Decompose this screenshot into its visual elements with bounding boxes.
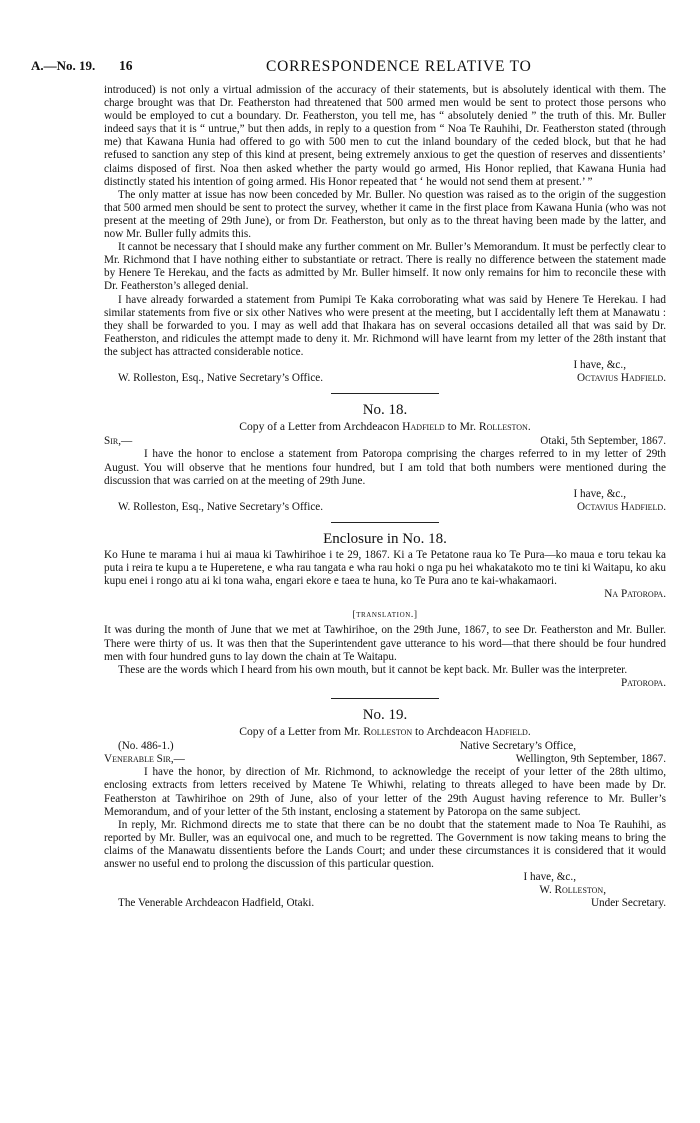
letter-number: No. 18.	[362, 402, 408, 419]
page-header	[31, 58, 660, 78]
section-divider	[331, 698, 439, 699]
addressee: W. Rolleston, Esq., Native Secretary’s Office.	[118, 500, 324, 513]
running-title: CORRESPONDENCE RELATIVE TO	[266, 58, 532, 75]
salutation: Venerable Sir,—	[104, 753, 185, 766]
letter-number: No. 19.	[362, 706, 408, 723]
signature: Octavius Hadfield.	[577, 372, 666, 385]
maori-signature: Na Patoropa.	[604, 588, 666, 601]
signature: Octavius Hadfield.	[577, 500, 666, 513]
page-body	[104, 84, 666, 910]
page-number: 16	[119, 58, 133, 73]
enclosure	[104, 530, 666, 690]
paragraph: It cannot be necessary that I should make any further comment on Mr. Buller’s Memorandum. It must be perfectly clear to Mr. Richmond that I have nothing either to substantiate or retract. There is really no difference between the statement made by Henere Te Herekau, and the facts as admitted by Mr. Buller himself. It now only remains for him to reconcile these with Dr. Featherston’s alleged denial.	[104, 241, 666, 293]
letter-18	[104, 404, 666, 514]
closing: I have, &c.,	[573, 358, 626, 371]
addressee: The Venerable Archdeacon Hadfield, Otaki.	[118, 897, 315, 910]
closing: I have, &c.,	[523, 871, 576, 884]
maori-text: Ko Hune te marama i hui ai maua ki Tawhirihoe i te 29, 1867. Ki a Te Petatone raua ko Te Pura—ko maua e toru tekau ka puta i reira te kupu a te Huperetene, e wha rau tangata e wha rau hoki o nga pu hei whakatakoto mo te tini ki Waitapu, ko aku kupu enei i rongo atu ai ki tona waha, engari ekore e taea te huna, ko Te Pura ano te kai-whakamaori.	[104, 549, 666, 588]
translation-paragraph: It was during the month of June that we met at Tawhirihoe, on the 29th June, 1867, to see Dr. Featherston and Mr. Buller. There were thirty of us. It was then that the Superintendent gave utterance to his word—that there should be four hundred men with four hundred guns to lay down the chain at Te Waitapu.	[104, 624, 666, 663]
letter-19	[104, 706, 666, 910]
letter-17-continuation	[104, 84, 666, 385]
signature-title: Under Secretary.	[590, 897, 666, 910]
translation-paragraph: These are the words which I heard from his own mouth, but it cannot be kept back. Mr. Buller was the interpreter.	[118, 663, 628, 676]
paragraph: In reply, Mr. Richmond directs me to state that there can be no doubt that the statement made to Noa Te Rauhihi, as reported by Mr. Buller, was an equivocal one, and much to be regretted. The Government is now taking means to bring the claims of the Manawatu dissentients before the Lands Court; and under these circumstances it is considered that it would answer no useful end to prolong the discussion of this particular question.	[104, 818, 666, 870]
letter-heading: Copy of a Letter from Archdeacon Hadfield to Mr. Rolleston.	[239, 420, 531, 434]
paragraph: introduced) is not only a virtual admission of the accuracy of their statements, but is absolutely identical with them. The charge brought was that Dr. Featherston had threatened that 500 armed men would be sent to protect those persons who would be employed to cut a boundary. Dr. Featherston, you tell me, has “ absolutely denied ” the truth of this. Mr. Buller indeed says that it is “ untrue,” but then adds, in reply to a question from “ Noa Te Rauhihi, Dr. Featherston stated (through me) that Kawana Hunia had offered to go with 500 men to cut the inland boundary of the ceded block, but that he had refused to sanction any step of this kind at present, being extremely anxious to get the question of reserves and dissentients’ claims disposed of first. Noa then asked whether the party would go armed, His Honor replied, that Kawana Hunia had distinctly stated his intention of going armed. His Honor repeated that ‘ he would not send them at present.’ ”	[104, 84, 666, 188]
closing: I have, &c.,	[573, 487, 626, 500]
reference-number: (No. 486-1.)	[118, 740, 174, 753]
translation-signature: Patoropa.	[620, 676, 666, 689]
translation-label: [translation.]	[352, 610, 418, 621]
addressee: W. Rolleston, Esq., Native Secretary’s Office.	[118, 372, 324, 385]
paragraph: The only matter at issue has now been conceded by Mr. Buller. No question was raised as to the origin of the suggestion that 500 armed men should be sent to protect the survey, whether it came in the first place from Kawana Hunia (who was not present at the meeting of 29th June), or from Dr. Featherston, but only as to the threat having been made by the latter, and now Mr. Buller fully admits this.	[104, 188, 666, 241]
paragraph: I have the honor, by direction of Mr. Richmond, to acknowledge the receipt of your letter of the 28th ultimo, enclosing extracts from letters received by Matene Te Whiwhi, relating to threats alleged to have been made by Dr. Featherston at Tawhirihoe on 29th of June, also of your letter of the 29th August having reference to Mr. Buller’s Memorandum, and of your letter of the 5th instant, enclosing a statement by Patoropa on the same subject.	[104, 766, 666, 818]
section-divider	[331, 522, 439, 523]
enclosure-heading: Enclosure in No. 18.	[323, 530, 447, 547]
office: Native Secretary’s Office,	[459, 740, 576, 753]
paragraph: I have already forwarded a statement from Pumipi Te Kaka corroborating what was said by Henere Te Herekau. I had similar statements from five or six other Natives who were present at the meeting, but I accidentally left them at Manawatu : they shall be forwarded to you. I may as well add that Ihakara has on several occasions detailed all that was said by Dr. Featherston, and ridicules the attempt made to deny it. Mr. Richmond will have learnt from my letter of the 28th instant that the subject has attracted considerable notice.	[104, 293, 666, 358]
header-reference: A.—No. 19.	[31, 58, 96, 73]
letter-heading: Copy of a Letter from Mr. Rolleston to Archdeacon Hadfield.	[239, 725, 531, 739]
place-date: Otaki, 5th September, 1867.	[540, 435, 666, 448]
section-divider	[331, 393, 439, 394]
place-date: Wellington, 9th September, 1867.	[515, 753, 666, 766]
paragraph: I have the honor to enclose a statement from Patoropa comprising the charges referred to in my letter of 29th August. You will observe that he mentions four hundred, but I am told that both numbers were mentioned during the discussion that was carried on at the meeting of 29th June.	[104, 448, 666, 487]
salutation: Sir,—	[104, 435, 133, 448]
signature: W. Rolleston,	[539, 884, 606, 897]
